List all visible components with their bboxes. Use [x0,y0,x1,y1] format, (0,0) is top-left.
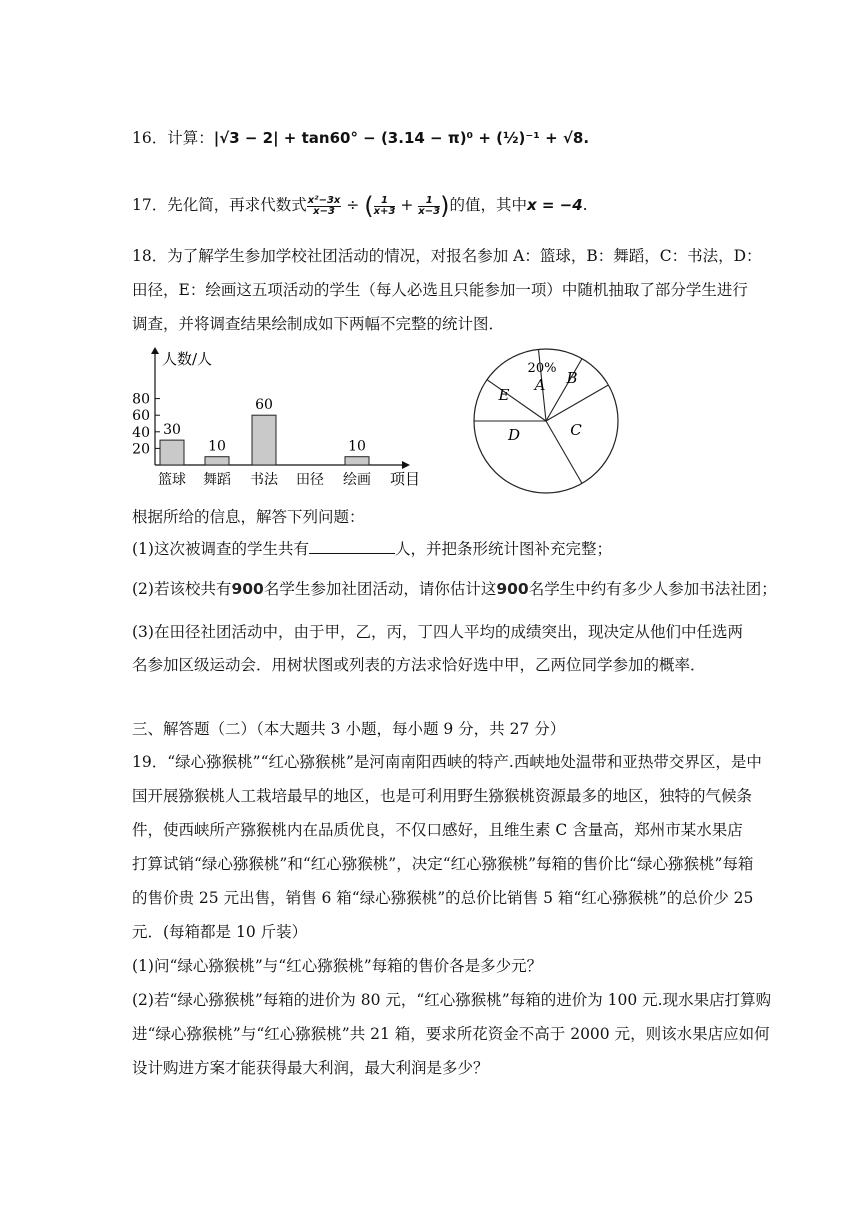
q17-divide: ÷ [346,196,360,214]
pie-chart [468,343,628,499]
q17-end: . [582,196,588,214]
q19-line-7: (1)问“绿心猕猴桃”与“红心猕猴桃”每箱的售价各是多少元？ [132,957,543,975]
q19-line-8: (2)若“绿心猕猴桃”每箱的进价为 80 元，“红心猕猴桃”每箱的进价为 100 元.现水果店打算购 [132,991,772,1009]
bar [345,457,369,465]
y-tick-label: 80 [132,391,150,408]
question-17 [132,192,588,220]
y-tick-label: 20 [132,441,150,458]
x-tick-label: 舞蹈 [203,472,231,488]
q18-part-3-line-2: 名参加区级运动会．用树状图或列表的方法求恰好选中甲，乙两位同学参加的概率． [132,656,706,674]
q18-part-3-line-1: (3)在田径社团活动中，由于甲，乙，丙，丁四人平均的成绩突出，现决定从他们中任选两 [132,623,743,641]
x-axis-label: 项目 [390,470,421,488]
q17-right-paren: ) [440,192,450,220]
q19-line-10: 设计购进方案才能获得最大利润，最大利润是多少？ [132,1059,489,1077]
pie-annotation: 20% [527,361,557,376]
q17-fraction-3: $\frac{1}{x-3}$ [418,194,441,217]
y-tick-label: 40 [132,424,150,441]
q19-line-2: 国开展猕猴桃人工栽培最早的地区，也是可利用野生猕猴桃资源最多的地区，独特的气候条 [132,787,753,805]
x-tick-label: 绘画 [343,472,371,488]
q17-fraction-2: $\frac{1}{x+3}$ [373,194,396,217]
y-tick-label: 60 [132,408,150,425]
answer-blank [309,539,395,554]
q18-line-1: 18．为了解学生参加学校社团活动的情况，对报名参加 A：篮球，B：舞蹈，C：书法，D： [132,247,762,265]
q18-part-2-c: 名学生中约有多少人参加书法社团； [528,580,777,598]
q17-prefix: 17．先化简，再求代数式 [132,196,307,214]
x-tick-label: 篮球 [158,472,186,488]
q18-part-2 [132,578,777,600]
pie-slice-label: A [534,376,546,394]
q17-condition: x = −4 [526,196,583,214]
q18-line-2: 田径，E：绘画这五项活动的学生（每人必选且只能参加一项）中随机抽取了部分学生进行 [132,281,748,299]
y-axis-label: 人数/人 [162,350,213,368]
q19-line-6: 元．(每箱都是 10 斤装） [132,923,308,941]
q18-line-3: 调查，并将调查结果绘制成如下两幅不完整的统计图． [132,315,505,333]
q16-prefix: 16．计算： [132,129,214,147]
x-tick-label: 田径 [296,472,324,488]
q19-line-1: 19．“绿心猕猴桃”“红心猕猴桃”是河南南阳西峡的特产.西峡地处温带和亚热带交界区，是中 [132,753,762,771]
q19-line-5: 的售价贵 25 元出售，销售 6 箱“绿心猕猴桃”的总价比销售 5 箱“红心猕猴桃”的总价少 25 [132,889,754,907]
y-axis-arrow [151,347,159,354]
section-3-heading: 三、解答题（二）（本大题共 3 小题，每小题 9 分，共 27 分） [132,720,566,738]
bar [205,457,229,465]
q18-part-2-a: (2)若该校共有 [132,580,232,598]
q18-part-2-number-1: 900 [231,580,264,598]
q17-suffix: 的值，其中 [449,196,527,214]
pie-slice-label: E [498,386,510,404]
pie-slice-label: D [507,426,521,444]
question-16 [132,127,589,149]
q18-part-2-b: 名学生参加社团活动，请你估计这 [263,580,497,598]
q17-fraction-1: $\frac{\text{x²−3x}}{x-3}$ [307,194,341,217]
bar-chart [120,345,430,495]
q19-line-4: 打算试销“绿心猕猴桃”和“红心猕猴桃”，决定“红心猕猴桃”每箱的售价比“绿心猕猴桃”每箱 [132,855,754,873]
q18-after-chart: 根据所给的信息，解答下列问题： [132,508,365,526]
pie-slice-label: C [570,421,582,439]
q19-line-3: 件，使西峡所产猕猴桃内在品质优良，不仅口感好，且维生素 C 含量高，郑州市某水果店 [132,821,743,839]
q18-part-1-tail: 人，并把条形统计图补充完整； [394,540,612,558]
pie-slice-label: B [566,369,578,387]
bar [160,440,184,465]
bar [252,415,276,465]
q18-part-1-text: (1)这次被调查的学生共有 [132,540,309,558]
q17-left-paren: ( [364,192,374,220]
q18-part-1 [132,538,612,560]
q19-line-9: 进“绿心猕猴桃”与“红心猕猴桃”共 21 箱，要求所花资金不高于 2000 元，则该水果店应如何 [132,1025,770,1043]
q16-formula: |√3 − 2| + tan60° − (3.14 − π)⁰ + (½)⁻¹ + √8. [213,129,590,147]
x-axis-arrow [402,461,410,469]
bar-data-label: 30 [163,422,181,439]
bar-data-label: 10 [348,438,366,455]
q17-plus: + [400,196,414,214]
q18-part-2-number-2: 900 [496,580,529,598]
bar-data-label: 10 [208,438,226,455]
bar-data-label: 60 [255,397,273,414]
x-tick-label: 书法 [250,472,278,488]
